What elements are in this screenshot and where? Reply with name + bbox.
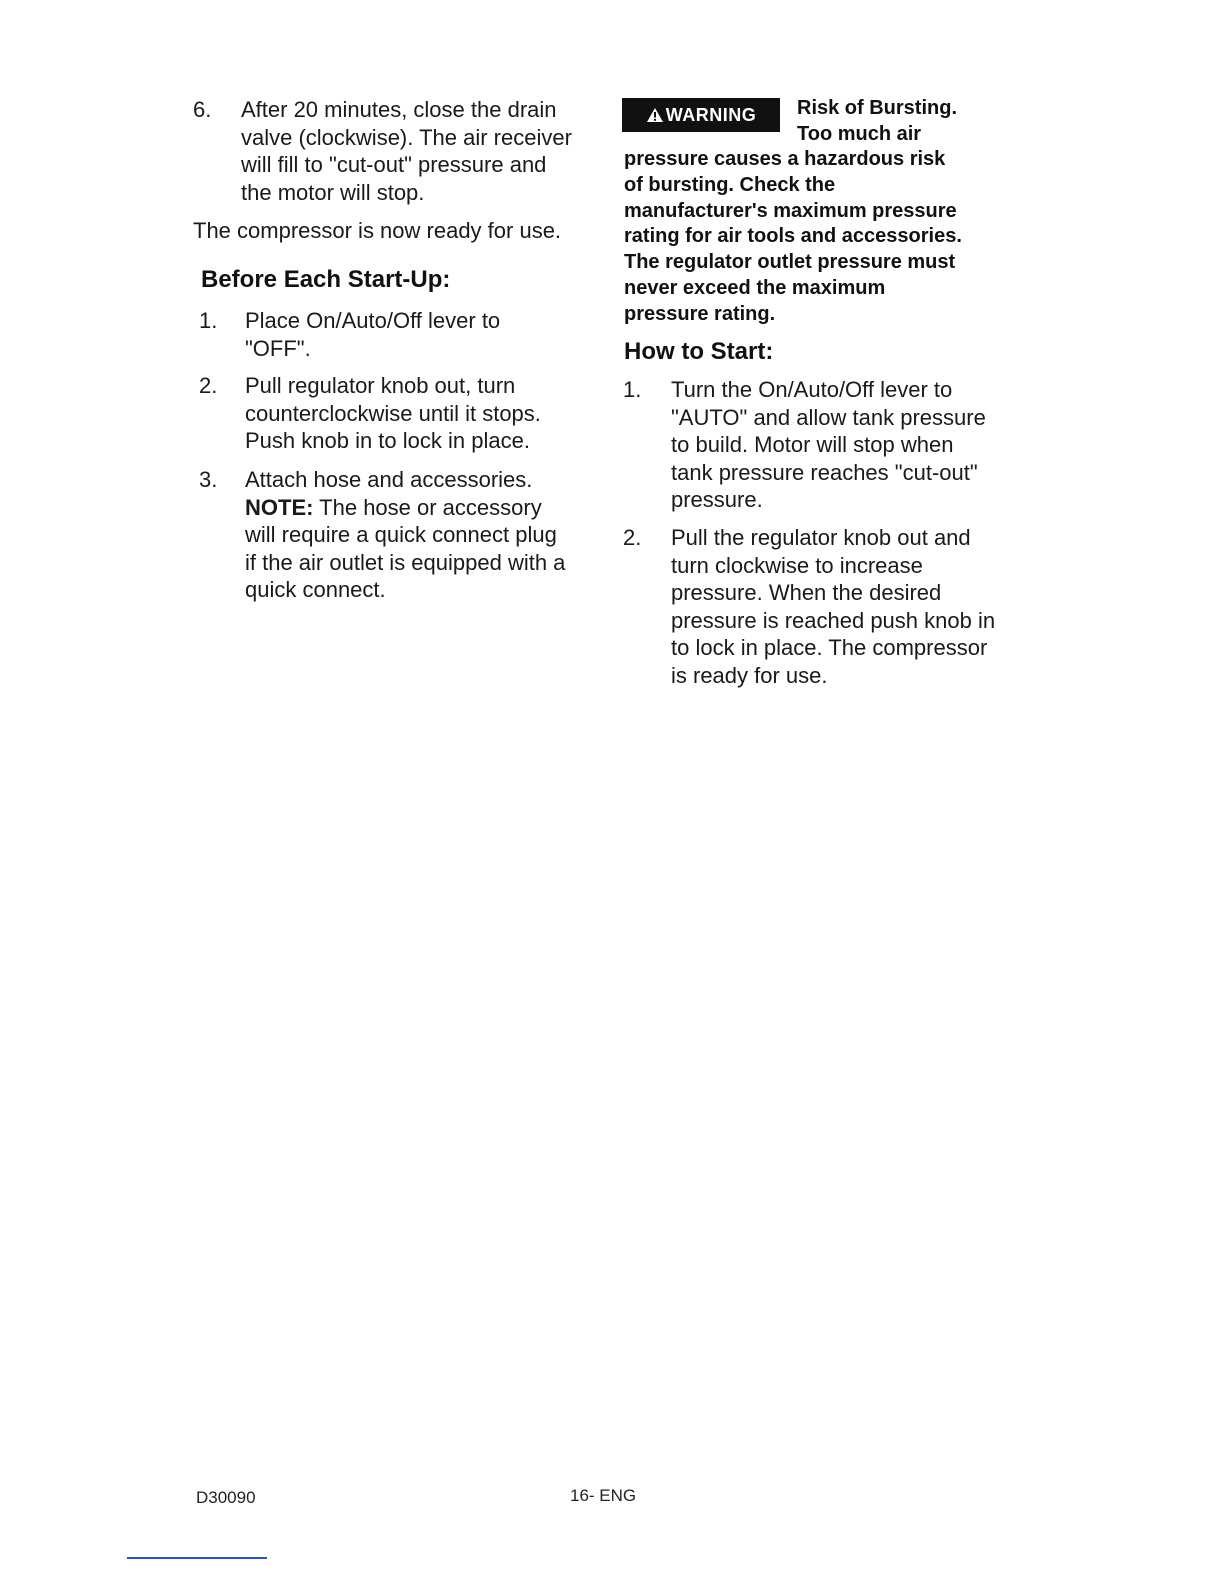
- warning-line: of bursting. Check the: [624, 173, 836, 196]
- step-number: 1.: [623, 377, 642, 402]
- step-number: 2.: [623, 525, 642, 550]
- step-line: to build. Motor will stop when: [671, 432, 954, 457]
- warning-badge: [622, 98, 780, 132]
- before-each-start-up-heading: Before Each Start-Up:: [201, 266, 451, 293]
- step-line: pressure is reached push knob in: [671, 607, 996, 633]
- note-line: will require a quick connect plug: [245, 522, 557, 547]
- step-line: Place On/Auto/Off lever to: [245, 308, 501, 333]
- step-line: pressure. When the desired: [671, 580, 942, 605]
- step-line: Push knob in to lock in place.: [245, 428, 530, 453]
- warning-line: The regulator outlet pressure must: [624, 251, 956, 274]
- note-label: NOTE:: [245, 494, 314, 520]
- step-line: Pull the regulator knob out and: [671, 525, 971, 550]
- note-text: The hose or accessory: [313, 494, 542, 520]
- note-line: quick connect.: [245, 577, 386, 602]
- warning-body: [624, 147, 1044, 328]
- warning-triangle-icon: [646, 100, 664, 134]
- step-text: [245, 307, 500, 362]
- step-line: counterclockwise until it stops.: [245, 400, 541, 426]
- step-line: "OFF".: [245, 335, 311, 361]
- warning-line: never exceed the maximum: [624, 276, 886, 299]
- step-line: Turn the On/Auto/Off lever to: [671, 377, 953, 402]
- step-number: 6.: [193, 97, 212, 122]
- warning-line: manufacturer's maximum pressure: [624, 199, 957, 222]
- before-step-1: [199, 307, 619, 363]
- before-step-3: [199, 466, 619, 606]
- step-text: [245, 466, 615, 604]
- how-to-start-heading: How to Start:: [624, 338, 774, 365]
- step-line: tank pressure reaches "cut-out": [671, 459, 978, 485]
- doc-code: D30090: [196, 1488, 256, 1507]
- step-number: 2.: [199, 373, 218, 398]
- step-line: will fill to "cut-out" pressure and: [241, 152, 547, 177]
- before-step-2: [199, 372, 619, 456]
- step-line: Pull regulator knob out, turn: [245, 373, 516, 398]
- step-6: [193, 96, 613, 208]
- step-line: turn clockwise to increase: [671, 552, 923, 578]
- step-line: is ready for use.: [671, 662, 828, 688]
- step-line: "AUTO" and allow tank pressure: [671, 404, 986, 430]
- warning-title: Risk of Bursting.: [797, 97, 958, 119]
- step-line: to lock in place. The compressor: [671, 635, 988, 660]
- warning-line: pressure rating.: [624, 302, 776, 325]
- bottom-rule: [127, 1557, 267, 1559]
- warning-line: rating for air tools and accessories.: [624, 225, 962, 248]
- step-text: [671, 376, 986, 514]
- ready-text: The compressor is now ready for use.: [193, 218, 562, 243]
- step-text: [245, 372, 541, 455]
- warning-badge-label: WARNING: [665, 105, 757, 125]
- step-line: Attach hose and accessories.: [245, 467, 533, 492]
- warning-line: pressure causes a hazardous risk: [624, 148, 946, 170]
- step-line: After 20 minutes, close the drain: [241, 97, 557, 122]
- step-number: 3.: [199, 467, 218, 492]
- step-line: valve (clockwise). The air receiver: [241, 124, 572, 150]
- note-line: [245, 494, 615, 522]
- start-step-1: [623, 376, 1043, 516]
- step-line: pressure.: [671, 487, 763, 512]
- note-line: if the air outlet is equipped with a: [245, 549, 566, 575]
- step-number: 1.: [199, 308, 218, 333]
- step-text: [671, 524, 995, 689]
- page-number: 16- ENG: [570, 1486, 637, 1505]
- step-line: the motor will stop.: [241, 179, 425, 205]
- step-text: [241, 96, 572, 206]
- start-step-2: [623, 524, 1043, 692]
- warning-subtitle: Too much air: [797, 123, 922, 145]
